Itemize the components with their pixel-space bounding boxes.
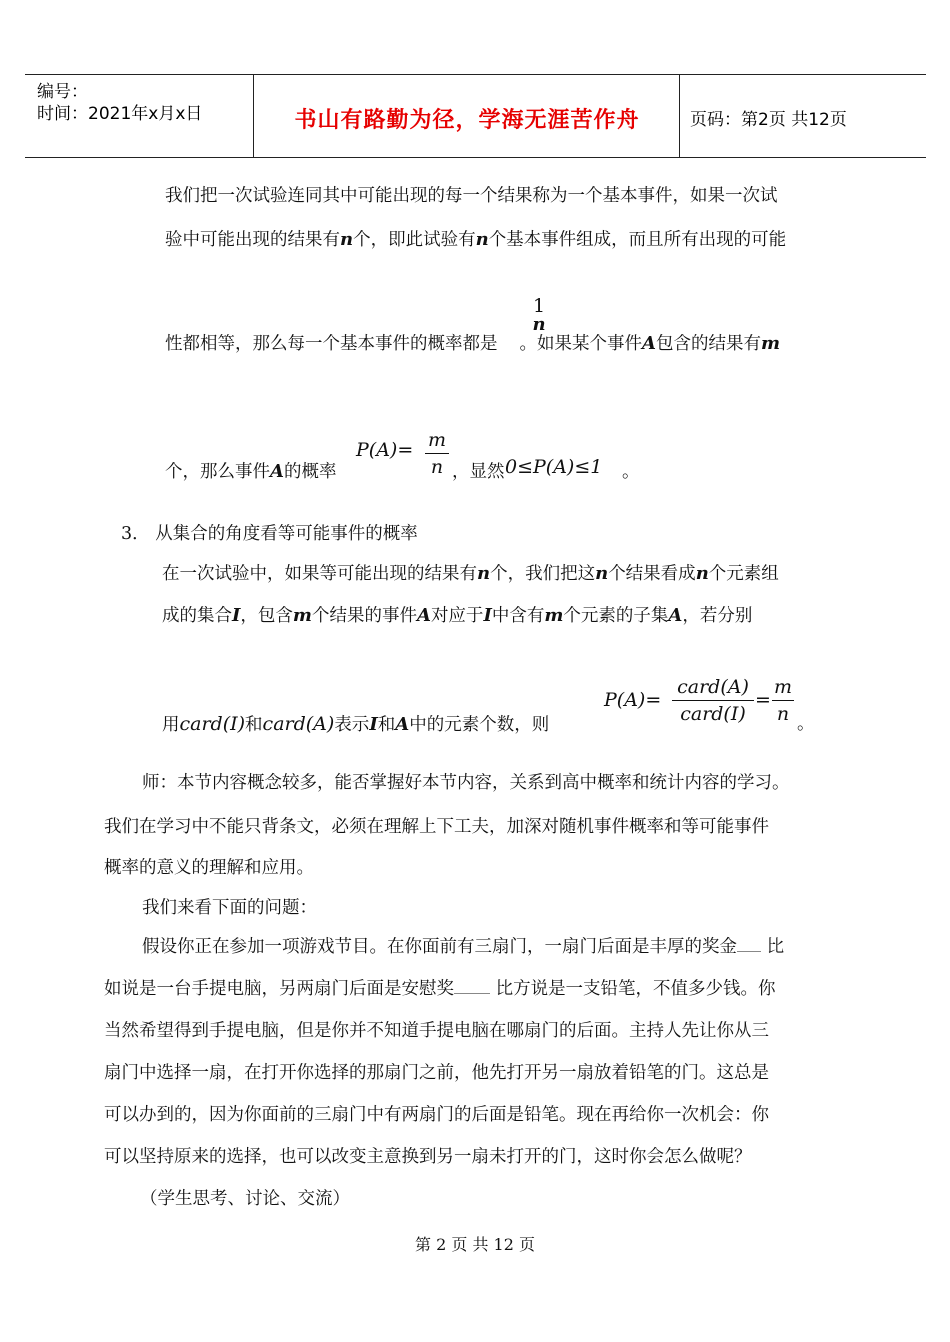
page-footer: 第 2 页 共 12 页 — [415, 1235, 535, 1254]
fraction-one-over-n: 1 n — [532, 295, 546, 335]
header-meta — [37, 81, 202, 125]
time-label: 时间：2021年x月x日 — [37, 104, 203, 124]
body-text-line: 我们来看下面的问题： — [142, 898, 317, 918]
body-text-line: 成的集合I，包含m个结果的事件A对应于I中含有m个元素的子集A，若分别 — [162, 605, 753, 626]
section-title: 3． 从集合的角度看等可能事件的概率 — [121, 524, 418, 544]
body-text-line: 在一次试验中，如果等可能出现的结果有n个，我们把这n个结果看成n个元素组 — [162, 563, 779, 584]
formula-inequality: 0≤P(A)≤1 — [505, 456, 603, 478]
body-text-line: 概率的意义的理解和应用。 — [104, 858, 314, 878]
serial-label: 编号： — [37, 82, 88, 102]
body-text-line: 扇门中选择一扇，在打开你选择的那扇门之前，他先打开另一扇放着铅笔的门。这总是 — [104, 1063, 769, 1083]
page-header — [25, 74, 926, 158]
body-text-line: 我们把一次试验连同其中可能出现的每一个结果称为一个基本事件，如果一次试 — [165, 186, 778, 206]
body-text-line: 师：本节内容概念较多，能否掌握好本节内容，关系到高中概率和统计内容的学习。 — [142, 773, 790, 793]
fraction-card: card(A) card(I) — [672, 675, 754, 726]
fraction-m-over-n: m n — [425, 428, 449, 479]
body-text-line: 可以坚持原来的选择，也可以改变主意换到另一扇未打开的门，这时你会怎么做呢？ — [104, 1147, 752, 1167]
body-text-line: 验中可能出现的结果有n个，即此试验有n个基本事件组成，而且所有出现的可能 — [165, 229, 787, 250]
body-text-line: 个，那么事件A的概率 — [165, 461, 337, 482]
body-text-line: 。 — [622, 462, 640, 482]
header-divider — [253, 75, 254, 157]
body-text-line: （学生思考、讨论、交流） — [140, 1189, 350, 1209]
body-text-line: 可以办到的，因为你面前的三扇门中有两扇门的后面是铅笔。现在再给你一次机会：你 — [104, 1105, 769, 1125]
header-divider — [679, 75, 680, 157]
formula-equals: = — [755, 689, 771, 711]
body-text-line: 用card(I)和card(A)表示I和A中的元素个数，则 — [162, 713, 550, 735]
body-text-line: 性都相等，那么每一个基本事件的概率都是 。如果某个事件A包含的结果有m — [165, 333, 781, 354]
fraction-m-over-n: m n — [773, 676, 793, 725]
formula-probability: P(A)= — [604, 689, 662, 711]
body-text-line: 如说是一台手提电脑，另两扇门后面是安慰奖 比方说是一支铅笔，不值多少钱。你 — [104, 979, 776, 999]
header-page-number: 页码：第2页 共12页 — [690, 110, 847, 130]
header-motto: 书山有路勤为径，学海无涯苦作舟 — [294, 108, 640, 133]
body-text-line: 我们在学习中不能只背条文，必须在理解上下工夫，加深对随机事件概率和等可能事件 — [104, 817, 769, 837]
body-text-line: 。 — [797, 714, 815, 734]
formula-probability: P(A)= — [356, 439, 414, 461]
body-text-line: 当然希望得到手提电脑，但是你并不知道手提电脑在哪扇门的后面。主持人先让你从三 — [104, 1021, 769, 1041]
body-text-line: 假设你正在参加一项游戏节目。在你面前有三扇门，一扇门后面是丰厚的奖金 比 — [142, 937, 785, 957]
body-text-line: ，显然 — [452, 462, 505, 482]
